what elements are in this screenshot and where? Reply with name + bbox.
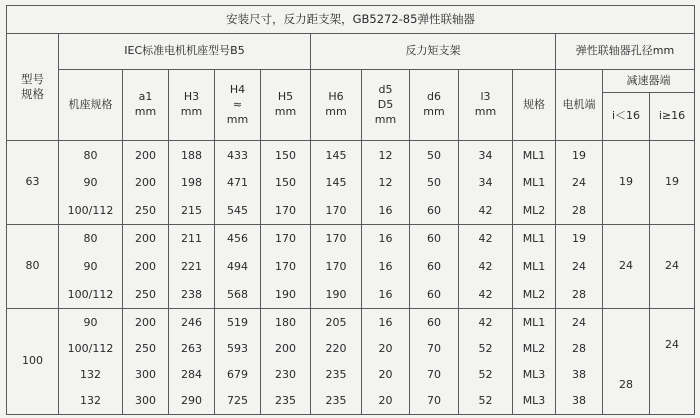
h3-cell: 188 198 215 bbox=[169, 141, 215, 225]
h6-cell: 170 170 190 bbox=[311, 225, 362, 309]
header-h3: H3 mm bbox=[169, 69, 215, 140]
h6-cell: 205 220 235 235 bbox=[311, 309, 362, 415]
spec-cell: ML1 ML1 ML2 bbox=[513, 225, 556, 309]
l3-cell: 42 42 42 bbox=[459, 225, 513, 309]
header-l3: l3 mm bbox=[459, 69, 513, 140]
d5-cell: 16 20 20 20 bbox=[362, 309, 410, 415]
spec-cell: ML1 ML2 ML3 ML3 bbox=[513, 309, 556, 415]
a1-cell: 200 200 250 bbox=[123, 141, 169, 225]
h4-cell: 433 471 545 bbox=[215, 141, 261, 225]
table-title: 安装尺寸，反力距支架，GB5272-85弹性联轴器 bbox=[7, 6, 695, 34]
frame-cell: 90 100/112 132 132 bbox=[59, 309, 123, 415]
a1-cell: 200 250 300 300 bbox=[123, 309, 169, 415]
header-d6: d6 mm bbox=[410, 69, 459, 140]
h5-cell: 170 170 190 bbox=[261, 225, 311, 309]
header-iec: IEC标准电机机座型号B5 bbox=[59, 34, 311, 70]
d6-cell: 50 50 60 bbox=[410, 141, 459, 225]
header-frame: 机座规格 bbox=[59, 69, 123, 140]
l3-cell: 34 34 42 bbox=[459, 141, 513, 225]
h6-cell: 145 145 170 bbox=[311, 141, 362, 225]
header-reaction: 反力矩支架 bbox=[311, 34, 556, 70]
reducer-lt-cell: 19 bbox=[603, 141, 650, 225]
h3-cell: 246 263 284 290 bbox=[169, 309, 215, 415]
reducer-lt-cell: 28 bbox=[603, 309, 650, 415]
h4-cell: 519 593 679 725 bbox=[215, 309, 261, 415]
model-cell: 100 bbox=[7, 309, 59, 415]
reducer-ge-cell: 24 bbox=[650, 309, 695, 415]
reducer-ge-cell: 19 bbox=[650, 141, 695, 225]
d6-cell: 60 70 70 70 bbox=[410, 309, 459, 415]
header-reducer-end: 减速器端 bbox=[603, 69, 695, 92]
frame-cell: 80 90 100/112 bbox=[59, 225, 123, 309]
header-a1: a1 mm bbox=[123, 69, 169, 140]
table-row bbox=[7, 309, 695, 415]
spec-cell: ML1 ML1 ML2 bbox=[513, 141, 556, 225]
reducer-ge-cell: 24 bbox=[650, 225, 695, 309]
frame-cell: 80 90 100/112 bbox=[59, 141, 123, 225]
header-h6: H6 mm bbox=[311, 69, 362, 140]
header-spec: 规格 bbox=[513, 69, 556, 140]
h4-cell: 456 494 568 bbox=[215, 225, 261, 309]
header-i-lt-16: i＜16 bbox=[603, 93, 650, 141]
d6-cell: 60 60 60 bbox=[410, 225, 459, 309]
header-coupling: 弹性联轴器孔径mm bbox=[556, 34, 695, 70]
table-row bbox=[7, 141, 695, 225]
motor-end-cell: 24 28 38 38 bbox=[556, 309, 603, 415]
d5-cell: 16 16 16 bbox=[362, 225, 410, 309]
header-motor-end: 电机端 bbox=[556, 69, 603, 140]
reducer-lt-cell: 24 bbox=[603, 225, 650, 309]
table-row bbox=[7, 225, 695, 309]
header-i-ge-16: i≥16 bbox=[650, 93, 695, 141]
model-cell: 63 bbox=[7, 141, 59, 225]
header-model: 型号规格 bbox=[7, 34, 59, 141]
spec-table bbox=[6, 5, 695, 415]
header-h4: H4 ≈ mm bbox=[215, 69, 261, 140]
model-cell: 80 bbox=[7, 225, 59, 309]
h5-cell: 150 150 170 bbox=[261, 141, 311, 225]
motor-end-cell: 19 24 28 bbox=[556, 225, 603, 309]
h3-cell: 211 221 238 bbox=[169, 225, 215, 309]
l3-cell: 42 52 52 52 bbox=[459, 309, 513, 415]
a1-cell: 200 200 250 bbox=[123, 225, 169, 309]
header-d5: d5 D5 mm bbox=[362, 69, 410, 140]
motor-end-cell: 19 24 28 bbox=[556, 141, 603, 225]
header-h5: H5 mm bbox=[261, 69, 311, 140]
h5-cell: 180 200 230 235 bbox=[261, 309, 311, 415]
d5-cell: 12 12 16 bbox=[362, 141, 410, 225]
